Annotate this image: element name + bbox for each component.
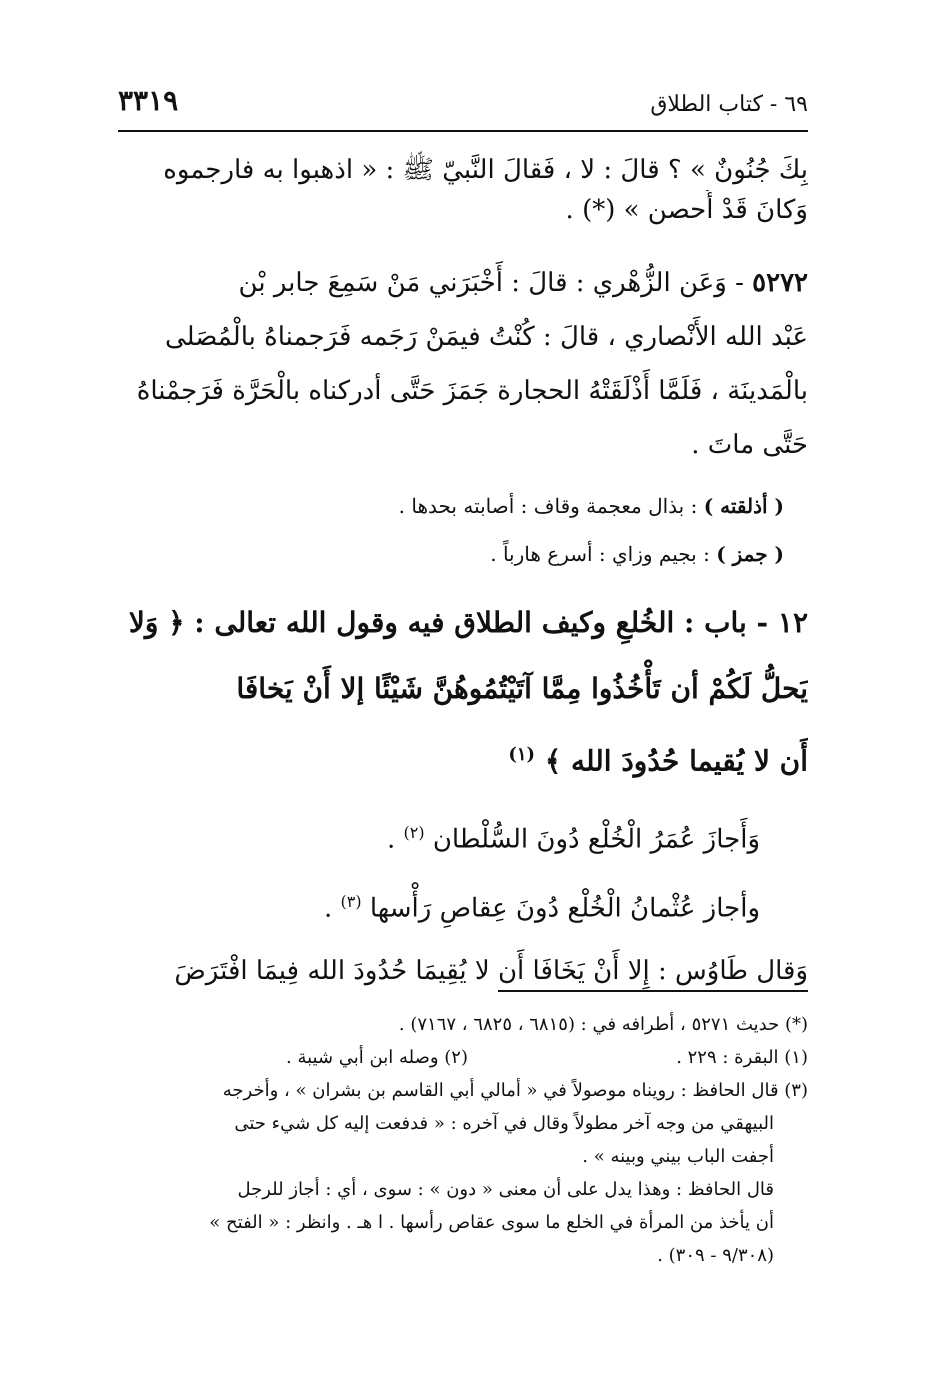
narration-text: وَقال طَاوُس : إِلا أَنْ يَخَافَا أَن لا يُقِيمَا حُدُودَ الله فِيمَا افْتَرَضَ [174, 955, 808, 986]
text-line [128, 256, 808, 310]
header-rule [118, 130, 808, 132]
text-line: عَبْد الله الأَنْصاري ، قالَ : كُنْتُ فيمَنْ رَجَمه فَرَجمناهُ بالْمُصَلى [164, 322, 808, 352]
gloss-term: ( جمز ) [716, 542, 784, 566]
footnote-ref: (٢) [403, 823, 425, 843]
gloss-text: : بذال معجمة وقاف : أصابته بحدها . [398, 494, 698, 518]
gloss-line [128, 530, 784, 578]
running-head: ٦٩ - كتاب الطلاق [650, 92, 808, 117]
footnote-row [128, 1041, 808, 1074]
chapter-heading [128, 590, 808, 794]
footnote-3-line: أجفت الباب بيني وبينه » . [582, 1146, 774, 1167]
footnote-rule [498, 990, 808, 992]
page-header [118, 84, 808, 124]
text-line: بِكَ جُنُونٌ » ؟ قالَ : لا ، فَقالَ النَّبيّ ﷺ : « اذهبوا به فارجموه [163, 155, 808, 185]
hadith-continuation [128, 150, 808, 230]
footnote-3-line: قال الحافظ : وهذا يدل على أن معنى « دون » : سوى ، أي : أجاز للرجل [237, 1179, 774, 1200]
chapter-line: يَحلُّ لَكُمْ أن تَأْخُذُوا مِمَّا آتَيْتُمُوهُنَّ شَيْئًا إلا أَنْ يَخافَا [236, 672, 808, 705]
narration-line [128, 802, 808, 871]
word-glosses [128, 482, 808, 578]
text-line: وَكانَ قَدْ أُحصن » (*) . [565, 195, 808, 225]
narration-line [128, 940, 808, 1002]
footnotes [128, 1008, 808, 1272]
narrations [128, 802, 808, 1001]
footnote-3-line: (٣) قال الحافظ : رويناه موصولاً في « أمالي أبي القاسم بن بشران » ، وأخرجه [222, 1080, 808, 1101]
narration-text: وَأَجازَ عُمَرُ الْخُلْع دُونَ السُّلْطان [432, 824, 760, 855]
page-number: ٣٣١٩ [118, 84, 179, 117]
chapter-line: ١٢ - باب : الخُلعِ وكيف الطلاق فيه وقول الله تعالى : ﴿ وَلا [128, 606, 808, 639]
footnote-1: (١) البقرة : ٢٢٩ . [676, 1047, 808, 1068]
gloss-term: ( أذلقته ) [703, 494, 784, 518]
chapter-line [128, 722, 808, 794]
gloss-text: : بجيم وزاي : أسرع هارباً . [490, 542, 710, 566]
narration-line [128, 871, 808, 940]
text-line: بالْمَدينَة ، فَلَمَّا أَذْلَقَتْهُ الحجارة جَمَزَ حَتَّى أدركناه بالْحَرَّة فَرَجمْناهُ [136, 376, 808, 406]
chapter-line-text: أَن لا يُقيما حُدُودَ الله ﴾ [544, 744, 808, 778]
footnote-3-line: أن يأخذ من المرأة في الخلع ما سوى عقاص رأسها . ا هـ . وانظر : « الفتح » [209, 1212, 774, 1233]
narration-end: . [386, 824, 396, 855]
footnote-ref: (٣) [340, 891, 362, 911]
footnote-star: (*) حديث ٥٢٧١ ، أطرافه في : (٦٨١٥ ، ٦٨٢٥ ، ٧١٦٧) . [398, 1014, 808, 1035]
hadith-number: ٥٢٧٢ [752, 268, 808, 298]
footnote-2: (٢) وصله ابن أبي شيبة . [286, 1047, 468, 1068]
narration-end: . [323, 893, 333, 924]
footnote-3-line: (٩/٣٠٨ - ٣٠٩) . [657, 1245, 774, 1266]
text-line: حَتَّى ماتَ . [691, 430, 808, 460]
footnote-ref: (١) [508, 744, 536, 765]
main-text [128, 150, 808, 1002]
hadith-5272 [128, 256, 808, 472]
footnote-3-line: البيهقي من وجه آخر مطولاً وقال في آخره : « فدفعت إليه كل شيء حتى [234, 1113, 774, 1134]
gloss-line [128, 482, 784, 530]
hadith-text: - وَعَن الزُّهْري : قالَ : أَخْبَرَني مَنْ سَمِعَ جابر بْن [238, 268, 744, 298]
narration-text: وأجاز عُثْمانُ الْخُلْع دُونَ عِقاصِ رَأْسها [369, 893, 760, 924]
